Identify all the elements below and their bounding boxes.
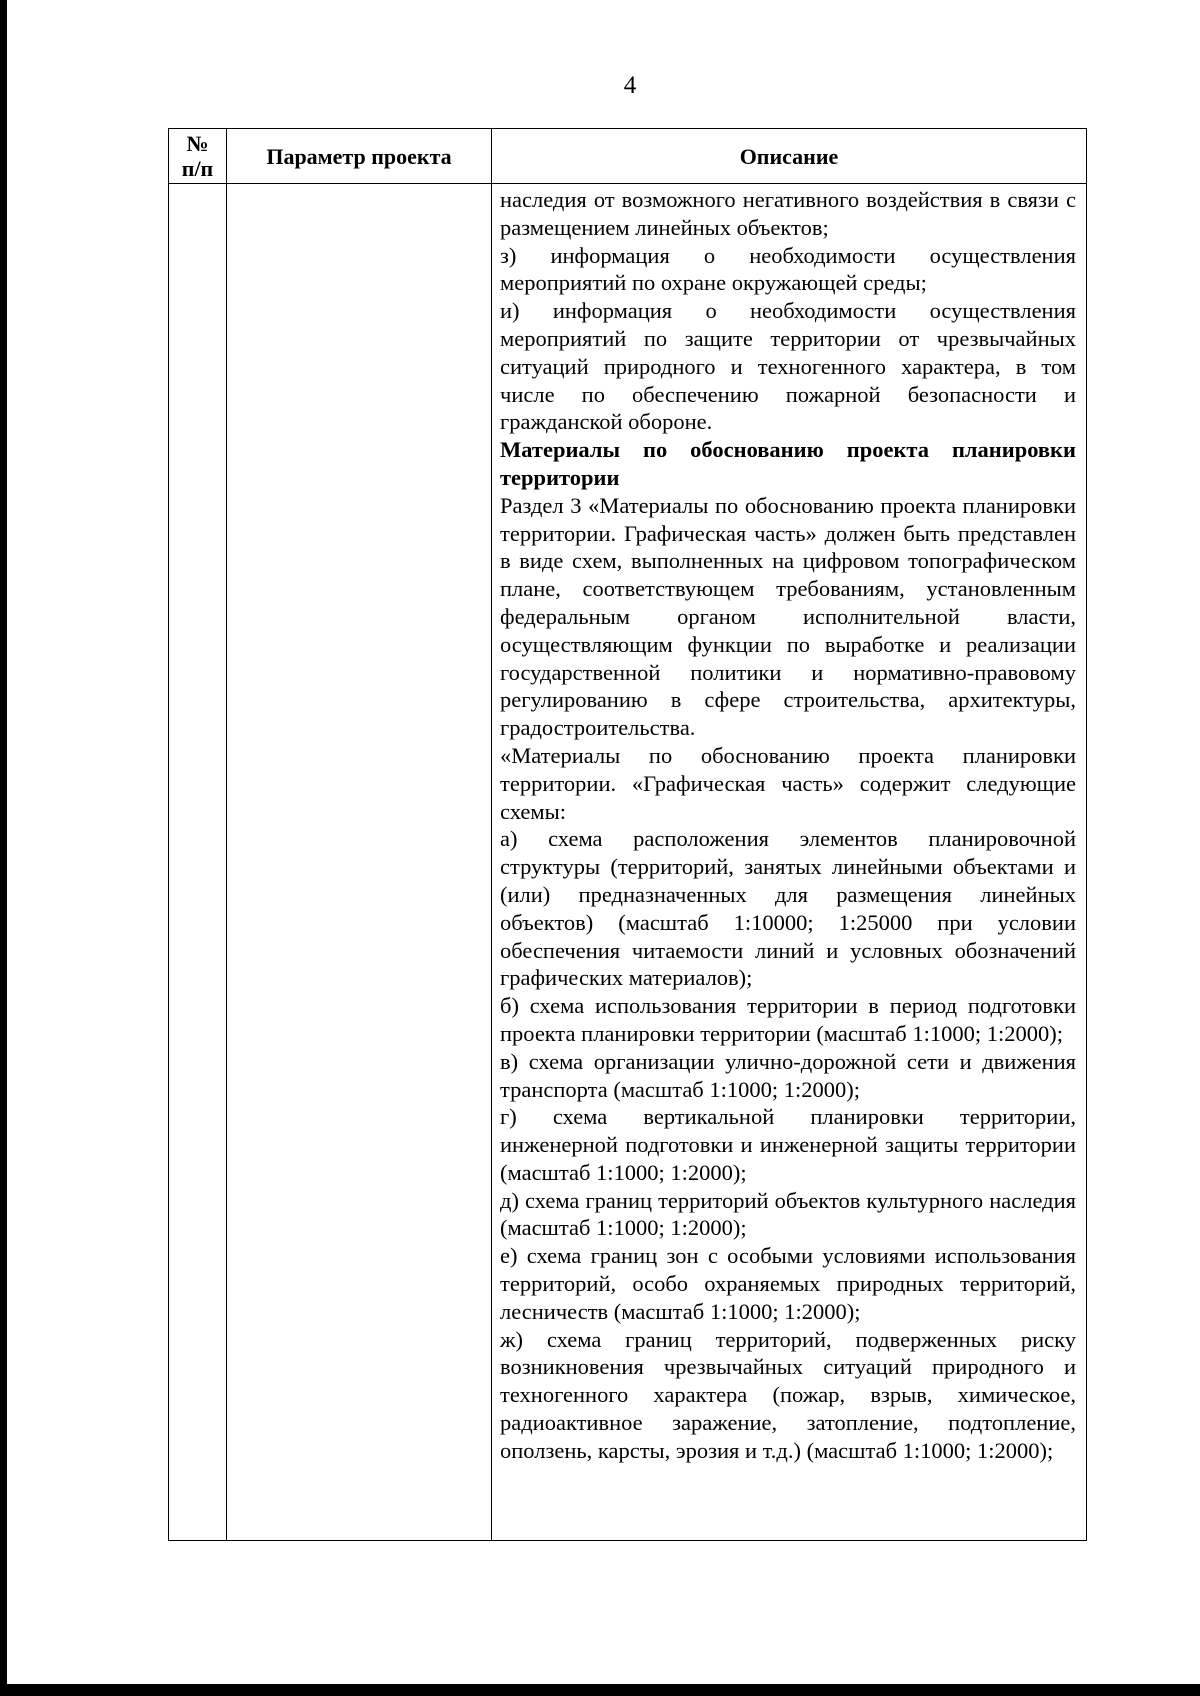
table-header-row [169,129,1087,184]
list-item: б) схема использования территории в период подготовки проекта планировки территории (масштаб 1:1000; 1:2000); [500,993,1076,1046]
cell-parameter [227,184,492,1541]
paragraph: наследия от возможного негативного воздействия в связи с размещением линейных объектов; [500,187,1076,240]
paragraph: «Материалы по обоснованию проекта планировки территории. «Графическая часть» содержит следующие схемы: [500,742,1076,824]
list-item: д) схема границ территорий объектов культурного наследия (масштаб 1:1000; 1:2000); [500,1187,1076,1241]
paragraph: з) информация о необходимости осуществления мероприятий по охране окружающей среды; [500,242,1076,296]
header-description: Описание [492,129,1087,184]
scan-edge-left [0,0,7,1696]
scan-edge-bottom [0,1684,1200,1696]
paragraph: Раздел 3 «Материалы по обоснованию проекта планировки территории. Графическая часть» должен быть представлен в виде схем, выполненных на цифровом топографическом плане, соответствующем требованиям, установленным федеральным органом исполнительной власти, осуществляющим функции по выработке и реализации государственной политики и нормативно-правовому регулированию в сфере строительства, архитектуры, градостроительства. [500,492,1076,741]
cell-description [492,184,1087,1541]
table-row [169,184,1087,1541]
list-item: а) схема расположения элементов планировочной структуры (территорий, занятых линейными объектами и (или) предназначенных для размещения линейных объектов) (масштаб 1:10000; 1:25000 при условии обеспечения читаемости линий и условных обозначений графических материалов); [500,826,1076,991]
page-number: 4 [623,72,637,99]
list-item: в) схема организации улично-дорожной сети и движения транспорта (масштаб 1:1000; 1:2000); [500,1048,1076,1102]
list-item: е) схема границ зон с особыми условиями использования территорий, особо охраняемых природных территорий, лесничеств (масштаб 1:1000; 1:2000); [500,1243,1076,1324]
header-number-label: № п/п [181,131,214,181]
list-item: г) схема вертикальной планировки территории, инженерной подготовки и инженерной защиты территории (масштаб 1:1000; 1:2000); [500,1104,1076,1185]
description-text [492,184,1086,1540]
header-parameter: Параметр проекта [227,129,492,184]
list-item: ж) схема границ территорий, подверженных риску возникновения чрезвычайных ситуаций природного и техногенного характера (пожар, взрыв, химическое, радиоактивное заражение, затопление, подтопление, оползень, карсты, эрозия и т.д.) (масштаб 1:1000; 1:2000); [500,1326,1076,1463]
cell-number [169,184,227,1541]
section-heading: Материалы по обоснованию проекта планировки территории [500,437,1076,490]
paragraph: и) информация о необходимости осуществления мероприятий по защите территории от чрезвычайных ситуаций природного и техногенного характера, в том числе по обеспечению пожарной безопасности и гражданской обороне. [500,298,1076,435]
project-parameters-table [168,128,1087,1541]
header-number [169,129,227,184]
